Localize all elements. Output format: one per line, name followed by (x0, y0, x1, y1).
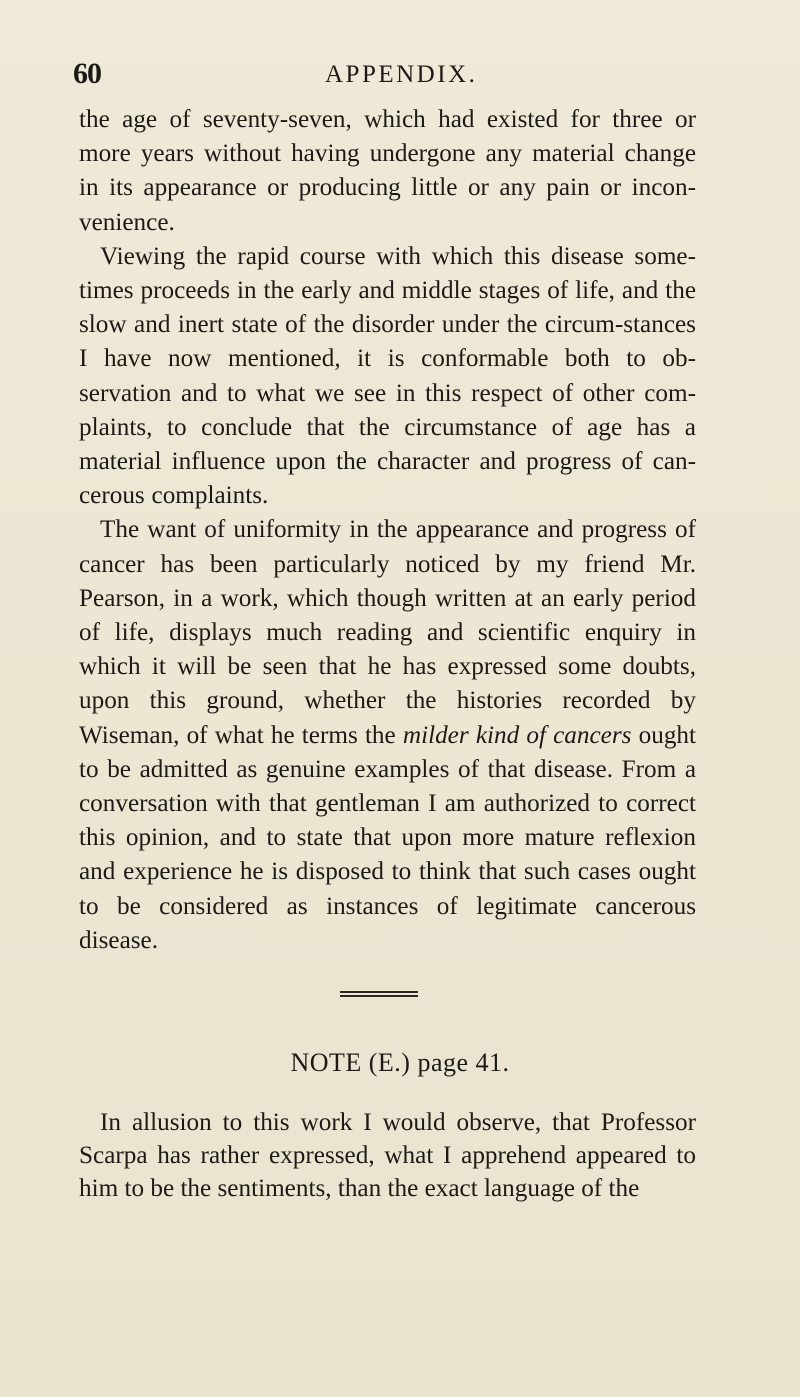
page-header (0, 55, 800, 95)
paragraph-3-text-before: The want of uniformity in the appearance and progress of cancer has been particularly noticed by my friend Mr. Pearson, in a work, which though written at an early period of life, displays much reading and scientific enquiry in which it will be seen that he has expressed some doubts, upon this ground, whether the histories recorded by Wiseman, of what he terms the (79, 516, 696, 749)
paragraph-3-italic-phrase: milder kind of cancers (402, 721, 632, 749)
divider-line-bottom (340, 995, 418, 997)
page-number: 60 (73, 57, 101, 90)
note-heading: NOTE (E.) page 41. (290, 1048, 510, 1077)
body-text (79, 103, 696, 958)
section-divider (340, 991, 418, 998)
paragraph-2: Viewing the rapid course with which this disease some-times proceeds in the early and middle stages of life, and the slow and inert state of the disorder under the circum-stances I have now mentioned, it is conformable both to ob-servation and to what we see in this respect of other com-plaints, to conclude that the circumstance of age has a material influence upon the character and progress of can-cerous complaints. (79, 242, 696, 510)
note-text (79, 1106, 696, 1205)
note-paragraph: In allusion to this work I would observe, that Professor Scarpa has rather expressed, what I apprehend appeared to him to be the sentiments, than the exact language of the (79, 1109, 696, 1202)
paragraph-1: the age of seventy-seven, which had existed for three or more years without having undergone any material change in its appearance or producing little or any pain or incon-venience. (79, 106, 696, 236)
paragraph-3-text-after: ought to be admitted as genuine examples of that disease. From a conversation with that gentleman I am authorized to correct this opinion, and to state that upon more mature reflexion and experience he is disposed to think that such cases ought to be considered as instances of legitimate cancerous disease. (79, 721, 696, 954)
divider-line-top (340, 991, 418, 993)
paragraph-3 (79, 513, 696, 958)
running-head: APPENDIX. (325, 61, 478, 88)
